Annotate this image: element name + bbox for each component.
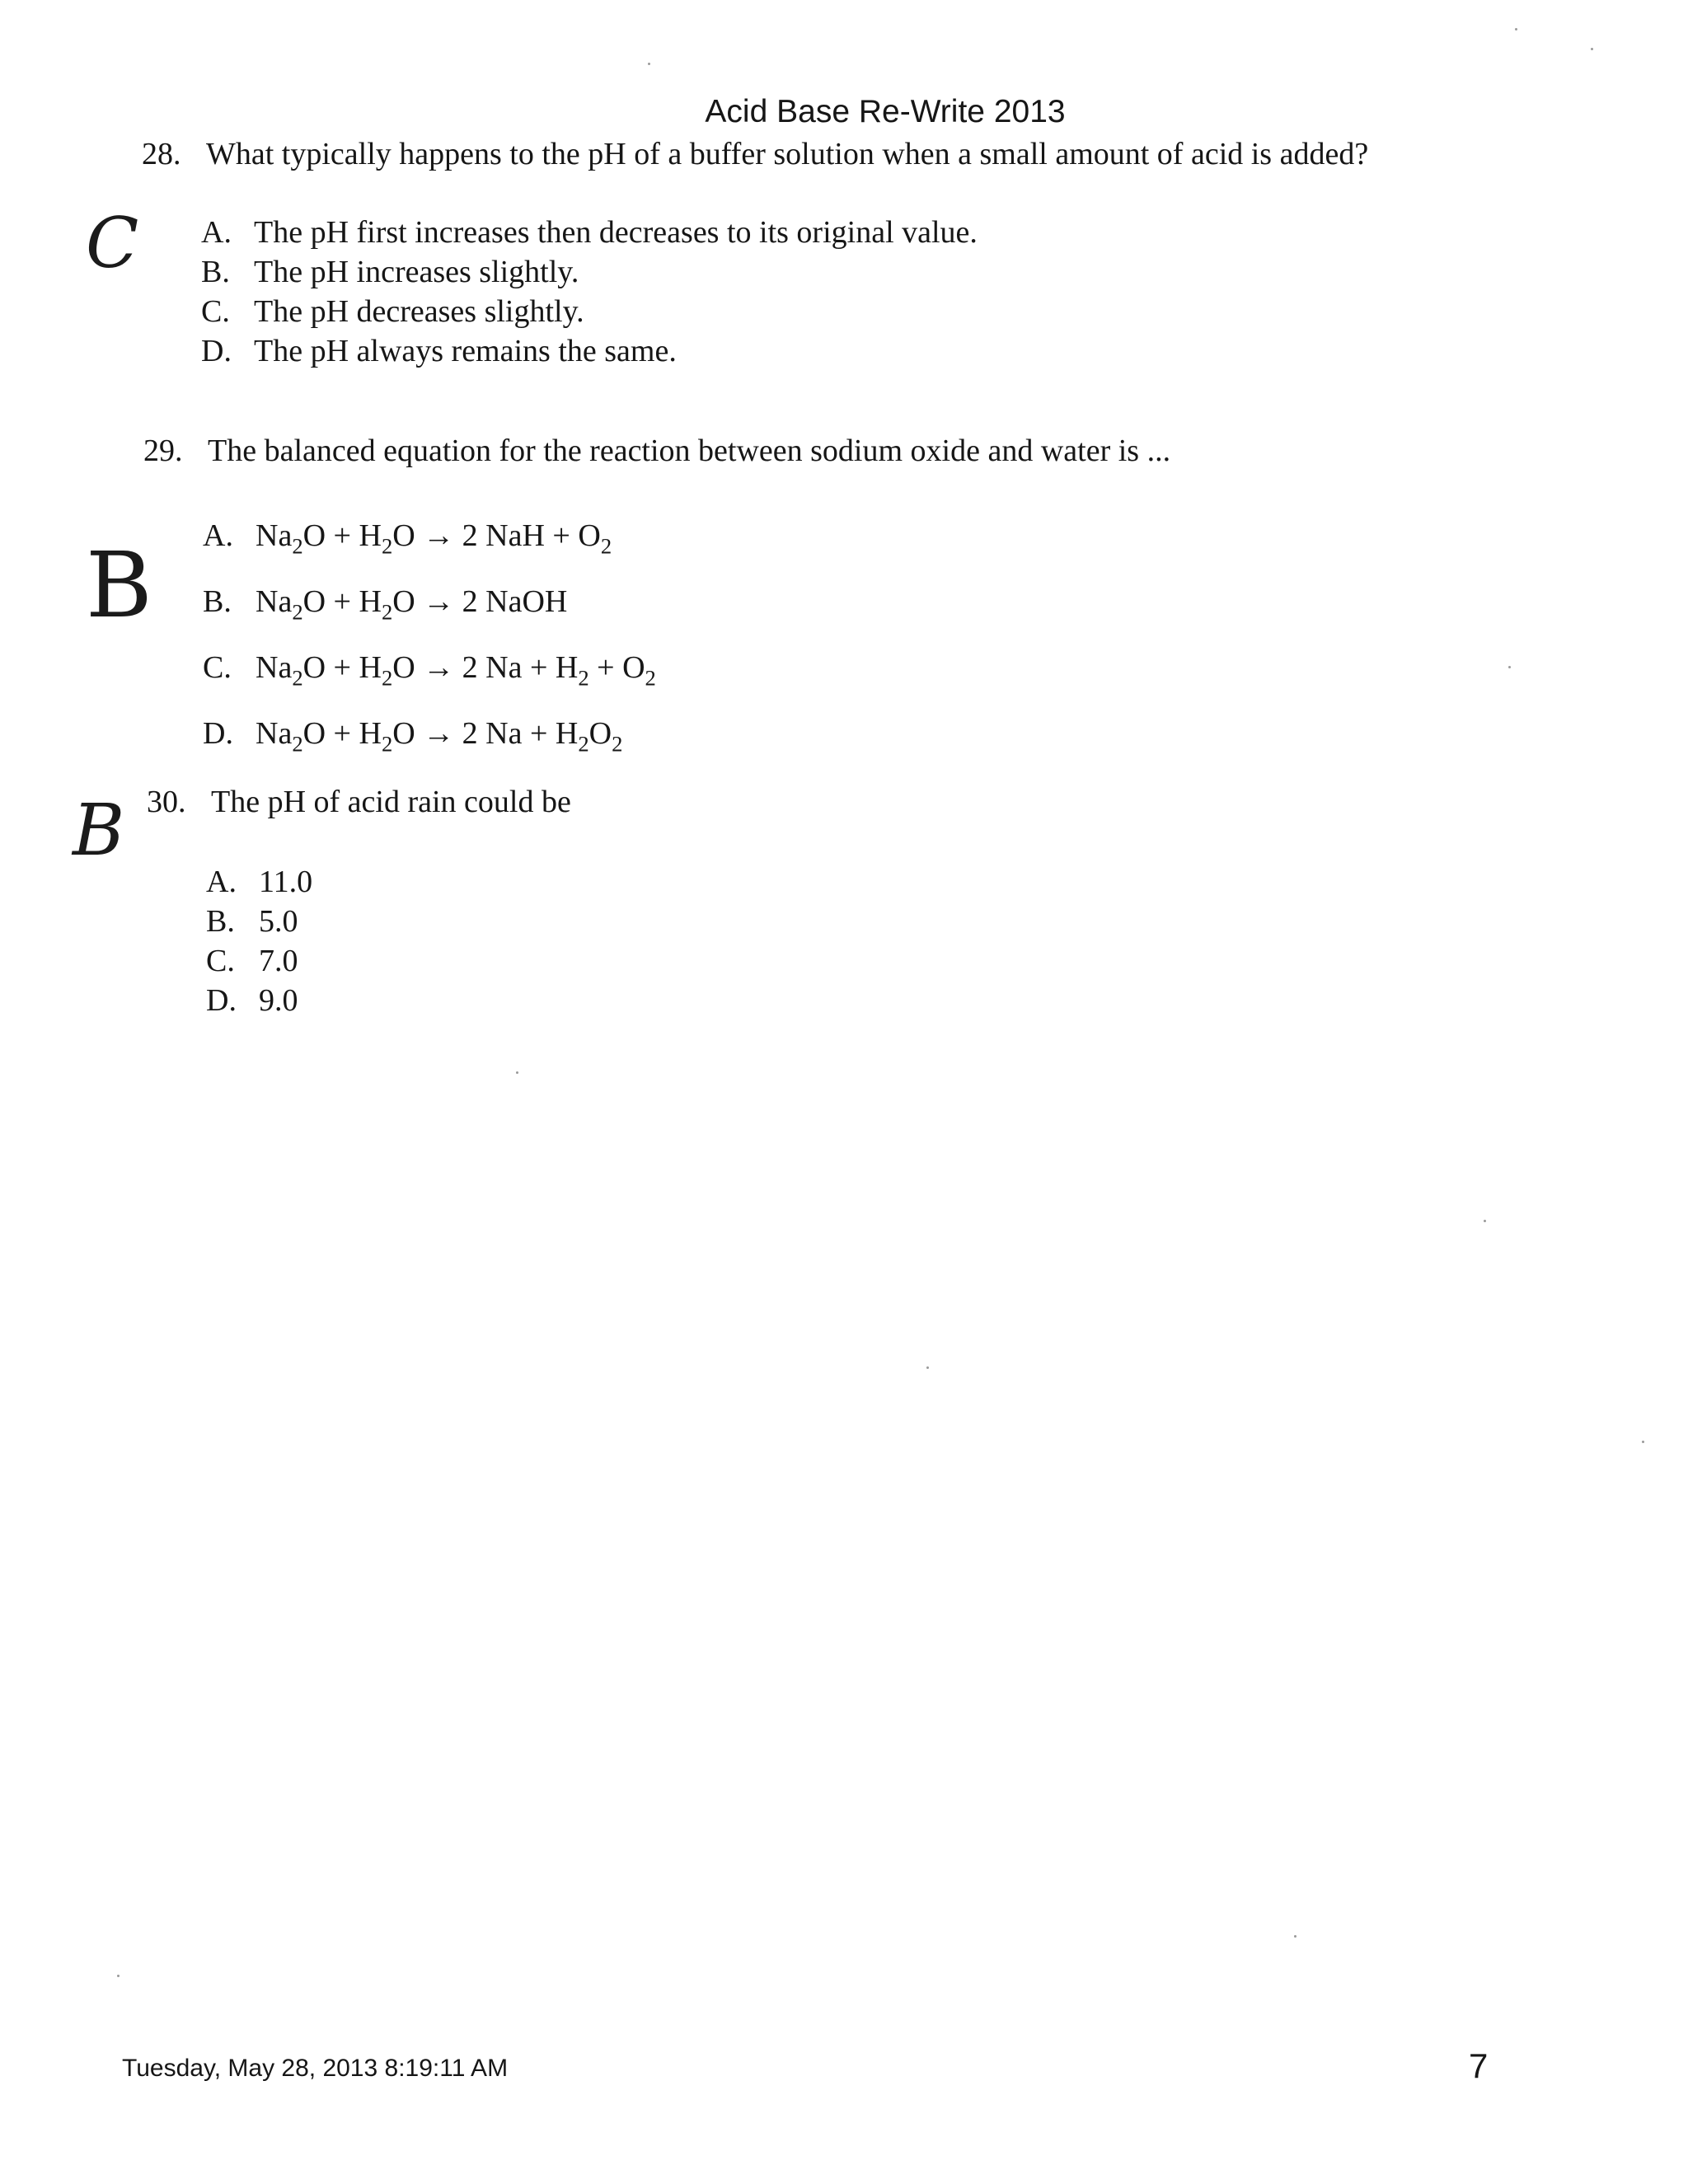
footer-timestamp: Tuesday, May 28, 2013 8:19:11 AM — [122, 2055, 509, 2082]
question-number: 28. — [142, 137, 181, 171]
option-letter: D. — [203, 716, 233, 751]
option-letter: A. — [201, 215, 232, 250]
option-letter: C. — [206, 944, 235, 978]
option-text: $Na_2O + H_2O \to 2$ $Na + H_2O_2$ — [256, 716, 623, 757]
question-text: The pH of acid rain could be — [211, 785, 571, 819]
scan-speck — [1294, 1935, 1296, 1938]
option-letter: B. — [203, 584, 232, 619]
page-title: Acid Base Re-Write 2013 — [705, 94, 1066, 129]
question-30 — [147, 781, 571, 823]
option-b — [203, 569, 656, 635]
option-c — [206, 941, 312, 981]
option-text: 7.0 — [259, 944, 298, 978]
page-number: 7 — [1469, 2046, 1489, 2085]
option-letter: C. — [203, 650, 232, 685]
scan-speck — [648, 63, 650, 65]
option-text: The pH always remains the same. — [254, 334, 677, 368]
option-text: $Na_2O + H_2O \to 2$ NaOH — [256, 584, 568, 625]
option-letter: A. — [206, 865, 237, 899]
option-letter: C. — [201, 294, 230, 329]
option-text: $Na_2O + H_2O \to 2$ $Na + H_2 + O_2$ — [256, 650, 656, 691]
option-b — [201, 252, 978, 292]
question-29 — [143, 430, 1170, 471]
option-text: 5.0 — [259, 904, 298, 939]
option-d — [206, 981, 312, 1020]
scan-speck — [1515, 28, 1517, 30]
scan-speck — [117, 1975, 120, 1977]
scan-speck — [1508, 666, 1511, 668]
option-a — [203, 503, 656, 569]
option-b — [206, 902, 312, 941]
option-letter: D. — [206, 983, 237, 1018]
scan-speck — [1591, 48, 1593, 50]
option-a — [206, 862, 312, 902]
option-a — [201, 213, 978, 252]
scan-speck — [516, 1071, 518, 1074]
option-c — [203, 635, 656, 701]
scan-speck — [926, 1366, 929, 1369]
question-text: What typically happens to the pH of a buffer solution when a small amount of acid is added? — [206, 137, 1369, 171]
handwritten-answer-30: B — [73, 790, 125, 872]
scan-speck — [1484, 1220, 1486, 1222]
question-number: 30. — [147, 785, 186, 819]
option-d — [201, 331, 978, 371]
handwritten-answer-29: B — [86, 532, 152, 638]
option-text: 11.0 — [259, 865, 313, 899]
option-c — [201, 292, 978, 331]
option-d — [203, 701, 656, 766]
scan-speck — [1642, 1441, 1644, 1443]
option-text: The pH first increases then decreases to its original value. — [254, 215, 978, 250]
handwritten-answer-28: C — [86, 203, 139, 284]
question-28 — [142, 134, 1368, 175]
question-number: 29. — [143, 434, 183, 468]
option-text: $Na_2O + H_2O \to 2$ NaH + $O_2$ — [256, 518, 612, 559]
options-29 — [203, 503, 656, 766]
option-text: 9.0 — [259, 983, 298, 1018]
option-text: The pH decreases slightly. — [254, 294, 584, 329]
question-text: The balanced equation for the reaction between sodium oxide and water is ... — [208, 434, 1171, 468]
option-letter: D. — [201, 334, 232, 368]
options-30 — [206, 862, 312, 1020]
option-text: The pH increases slightly. — [254, 255, 579, 289]
option-letter: A. — [203, 518, 233, 553]
option-letter: B. — [201, 255, 230, 289]
options-28 — [201, 213, 978, 371]
option-letter: B. — [206, 904, 235, 939]
